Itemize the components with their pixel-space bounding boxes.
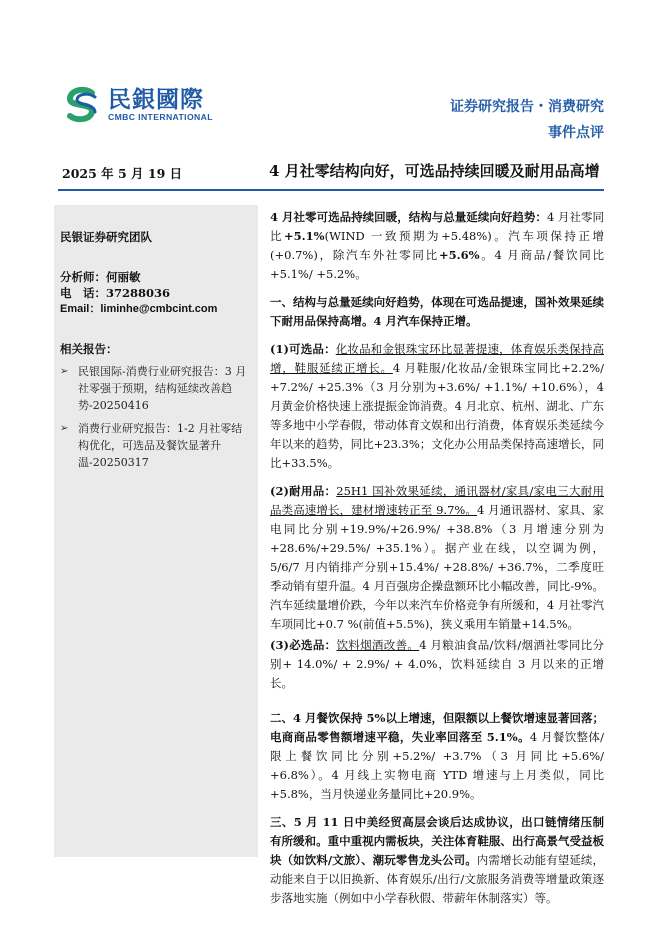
logo-english-name: CMBC INTERNATIONAL [108,112,213,122]
analyst-email[interactable]: Email：liminhe@cmbcint.com [60,303,218,315]
section-2-paragraph: 二、4 月餐饮保持 5%以上增速，但限额以上餐饮增速显著回落；电商商品零售额增速平稳，失业率回落至 5.1%。4 月餐饮整体/限上餐饮同比分别+5.2%/ +3.7%（3 月同比+5.6%/ +6.8%）。4 月线上实物电商 YTD 增速与上月类似，同比+5.8%，当月快递业务量同比+20.9%。 [270,711,604,801]
related-report-text: 民银国际-消费行业研究报告：3 月社零强于预期，结构延续改善趋势-20250416 [78,365,247,412]
research-team: 民银证券研究团队 [60,230,152,244]
related-report-item[interactable] [60,420,252,471]
header-divider [58,189,604,191]
report-category [450,94,604,146]
related-reports-label: 相关报告： [60,342,118,356]
arrow-bullet-icon: ➢ [60,366,69,377]
cmbc-logo-icon [62,85,102,125]
report-subtype: 事件点评 [548,125,604,141]
report-type: 证券研究报告・消费研究 [450,99,604,115]
section-1-heading: 一、结构与总量延续向好趋势，体现在可选品提速，国补效果延续下耐用品保持高增。4 月汽车保持正增。 [270,295,604,328]
related-report-item[interactable] [60,363,252,414]
staples-paragraph: (3)必选品：饮料烟酒改善。4 月粮油食品/饮料/烟酒社零同比分别+ 14.0%/ + 2.9%/ + 4.0%，饮料延续自 3 月以来的正增长。 [270,638,604,690]
logo-chinese-name: 民銀國際 [108,87,204,113]
sidebar [54,205,258,857]
report-date: 2025 年 5 月 19 日 [62,166,183,181]
section-3-paragraph: 三、5 月 11 日中美经贸高层会谈后达成协议，出口链情绪压制有所缓和。重中重视内需板块，关注体育鞋服、出行高景气受益板块（如饮料/文旅）、潮玩零售龙头公司。内需增长动能有望延续，动能来自于以旧换新、体育娱乐/出行/文旅服务消费等增量政策逐步落地实施（例如中小学春秋假、带薪年休制落实）等。 [270,815,605,905]
company-logo [62,86,213,124]
analyst-name: 分析师：何丽敏 [60,270,141,284]
report-title: 4 月社零结构向好，可选品持续回暖及耐用品高增 [269,162,600,180]
durables-paragraph: (2)耐用品：25H1 国补效果延续，通讯器材/家具/家电三大耐用品类高速增长，建材增速转正至 9.7%。4 月通讯器材、家具、家电同比分别+19.9%/+26.9%/ +38.8%（3 月增速分别为+28.6%/+29.5%/ +35.1%）。据产业在线，以空调为例，5/6/7 月内销排产分别+15.4%/ +28.8%/ +36.7%，二季度旺季动销有望升温。4 月百强房企操盘额环比小幅改善，同比-9%。汽车延续量增价跌，今年以来汽车价格竞争有所缓和，4 月社零汽车项同比+0.7 %(前值+5.5%)，狭义乘用车销量+14.5%。 [270,484,604,631]
summary-paragraph: 4 月社零可选品持续回暖，结构与总量延续向好趋势：4 月社零同比+5.1%(WIND 一致预期为+5.48%)。汽车项保持正增(+0.7%)，除汽车外社零同比+5.6%。4 月商品/餐饮同比+5.1%/ +5.2%。 [270,210,604,281]
report-body [270,208,604,917]
discretionary-paragraph: (1)可选品：化妆品和金银珠宝环比显著提速，体育娱乐类保持高增，鞋服延续正增长。4 月鞋服/化妆品/金银珠宝同比+2.2%/ +7.2%/ +25.3%（3 月分别为+3.6%/ +1.1%/ +10.6%），4 月黄金价格快速上涨提振金饰消费。4 月北京、杭州、湖北、广东等多地中小学春假，带动体育文娱和出行消费，体育娱乐类延续今年以来的趋势，同比+23.3%；文化办公用品类保持高速增长，同比+33.5%。 [270,342,605,470]
related-report-text: 消费行业研究报告：1-2 月社零结构优化，可选品及餐饮显著升温-20250317 [78,422,243,469]
arrow-bullet-icon: ➢ [60,423,69,434]
analyst-phone: 电 话：37288036 [60,286,171,300]
